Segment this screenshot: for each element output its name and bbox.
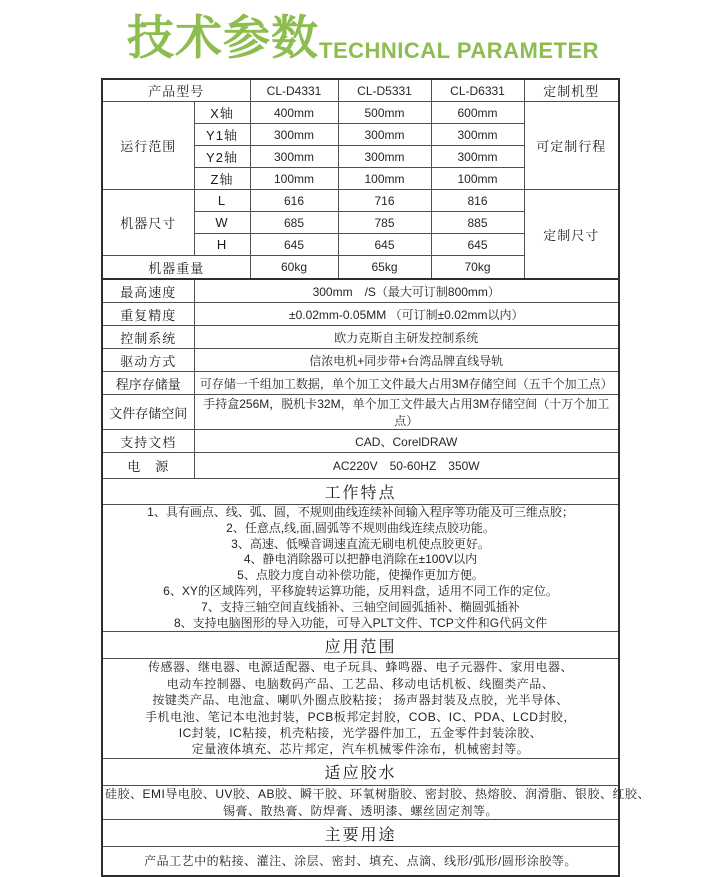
table-row-supported-files [102,430,619,453]
page-title-english: TECHNICAL PARAMETER [319,38,600,63]
page-title-chinese: 技术参数 [127,11,319,64]
param-label-repeat-accuracy: 重复精度 [102,303,194,326]
machine-size-label: 机器尺寸 [102,190,194,256]
custom-travel-label: 可定制行程 [524,102,619,190]
application-line-1: 传感器、继电器、电源适配器、电子玩具、蜂鸣器、电子元器件、家用电器、 [148,660,574,675]
param-value-max-speed: 300mm /S（最大可订制800mm） [194,279,619,303]
size-label-l: L [194,190,250,212]
param-value-power: AC220V 50-60HZ 350W [194,453,619,479]
travel-z-1: 100mm [250,168,338,190]
param-label-file-storage: 文件存储空间 [102,395,194,430]
param-value-repeat-accuracy: ±0.02mm-0.05MM （可订制±0.02mm以内） [194,303,619,326]
section-header-uses [102,820,619,847]
param-label-power: 电 源 [102,453,194,479]
application-line-6: 定量液体填充、芯片邦定，汽车机械零件涂布，机械密封等。 [191,742,530,757]
feature-line-1: 1、具有画点、线、弧、圆，不规则曲线连续补间输入程序等功能及可三维点胶； [147,505,574,519]
size-w-1: 685 [250,212,338,234]
spec-table [101,78,651,877]
size-h-1: 645 [250,234,338,256]
travel-y2-3: 300mm [431,146,524,168]
section-title-uses: 主要用途 [102,820,619,847]
application-line-2: 电动车控制器、电脑数码产品、工艺品、移动电话机板、线圈类产品、 [166,676,555,691]
size-l-1: 616 [250,190,338,212]
travel-x-3: 600mm [431,102,524,124]
section-header-applications [102,632,619,659]
travel-y1-1: 300mm [250,124,338,146]
param-label-program-storage: 程序存储量 [102,372,194,395]
size-label-w: W [194,212,250,234]
section-body-applications [102,659,619,758]
size-h-2: 645 [338,234,431,256]
section-body-glues [102,785,619,820]
page-title [127,8,599,68]
table-row-program-storage [102,372,619,395]
param-value-control-system: 欧力克斯自主研发控制系统 [194,326,619,349]
weight-3: 70kg [431,256,524,280]
table-row-max-speed [102,279,619,303]
feature-line-7: 7、支持三轴空间直线插补、三轴空间圆弧插补、椭圆弧插补 [201,599,520,614]
machine-weight-label: 机器重量 [102,256,250,280]
model-name-2: CL-D5331 [338,79,431,102]
size-h-3: 645 [431,234,524,256]
param-value-program-storage: 可存储一千组加工数据，单个加工文件最大占用3M存储空间（五千个加工点） [194,372,619,395]
travel-y1-3: 300mm [431,124,524,146]
param-value-file-storage: 手持盒256M，脱机卡32M，单个加工文件最大占用3M存储空间（十万个加工点） [194,395,619,430]
product-model-label: 产品型号 [102,79,250,102]
travel-x-1: 400mm [250,102,338,124]
size-l-3: 816 [431,190,524,212]
application-line-3: 按键类产品、电池盒、喇叭外圈点胶粘接； 扬声器封装及点胶，光半导体、 [152,693,569,708]
glue-line-1: 硅胶、EMI导电胶、UV胶、AB胶、瞬干胶、环氧树脂胶、密封胶、热熔胶、润滑脂、银胶、红胶、 [105,786,651,801]
size-label-h: H [194,234,250,256]
table-row-size-l [102,190,619,212]
table-row-model [102,79,619,102]
section-title-glues: 适应胶水 [102,758,619,785]
section-header-glues [102,758,619,785]
travel-y2-2: 300mm [338,146,431,168]
param-label-max-speed: 最高速度 [102,279,194,303]
size-w-2: 785 [338,212,431,234]
section-title-applications: 应用范围 [102,632,619,659]
size-l-2: 716 [338,190,431,212]
travel-z-3: 100mm [431,168,524,190]
travel-x-2: 500mm [338,102,431,124]
model-name-3: CL-D6331 [431,79,524,102]
param-label-drive-mode: 驱动方式 [102,349,194,372]
weight-1: 60kg [250,256,338,280]
param-value-supported-files: CAD、CorelDRAW [194,430,619,453]
table-row-power [102,453,619,479]
param-label-supported-files: 支持文档 [102,430,194,453]
size-w-3: 885 [431,212,524,234]
section-body-uses [102,847,619,877]
model-name-1: CL-D4331 [250,79,338,102]
section-title-features: 工作特点 [102,479,619,505]
table-row-repeat-accuracy [102,303,619,326]
table-row-drive-mode [102,349,619,372]
table-row-file-storage [102,395,619,430]
feature-line-4: 4、静电消除器可以把静电消除在±100V以内 [243,552,478,567]
param-label-control-system: 控制系统 [102,326,194,349]
axis-label-y1: Y1轴 [194,124,250,146]
travel-y2-1: 300mm [250,146,338,168]
feature-line-5: 5、点胶力度自动补偿功能，使操作更加方便。 [237,568,484,583]
table-row-x-axis [102,102,619,124]
table-row-control-system [102,326,619,349]
travel-z-2: 100mm [338,168,431,190]
section-header-features [102,479,619,505]
application-line-5: IC封装，IC粘接，机壳粘接，光学器件加工，五金零件封装涂胶、 [178,726,543,740]
custom-size-label: 定制尺寸 [524,190,619,280]
axis-label-x: X轴 [194,102,250,124]
feature-line-3: 3、高速、低噪音调速直流无刷电机使点胶更好。 [231,536,490,551]
axis-label-y2: Y2轴 [194,146,250,168]
custom-model-label: 定制机型 [524,79,619,102]
use-line-1: 产品工艺中的粘接、灌注、涂层、密封、填充、点滴、线形/弧形/圆形涂胶等。 [144,854,577,869]
feature-line-8: 8、支持电脑图形的导入功能，可导入PLT文件、TCP文件和G代码文件 [173,615,548,630]
axis-label-z: Z轴 [194,168,250,190]
feature-line-6: 6、XY的区域阵列，平移旋转运算功能，反用料盘，适用不同工作的定位。 [163,583,558,598]
travel-range-label: 运行范围 [102,102,194,190]
section-body-features [102,505,619,632]
travel-y1-2: 300mm [338,124,431,146]
weight-2: 65kg [338,256,431,280]
application-line-4: 手机电池、笔记本电池封装，PCB板邦定封胶，COB、IC、PDA、LCD封胶， [145,709,576,724]
param-value-drive-mode: 信浓电机+同步带+台湾品牌直线导轨 [194,349,619,372]
feature-line-2: 2、任意点,线,面,圆弧等不规则曲线连续点胶功能。 [226,520,495,535]
glue-line-2: 锡膏、散热膏、防焊膏、透明漆、螺丝固定剂等。 [223,803,499,818]
